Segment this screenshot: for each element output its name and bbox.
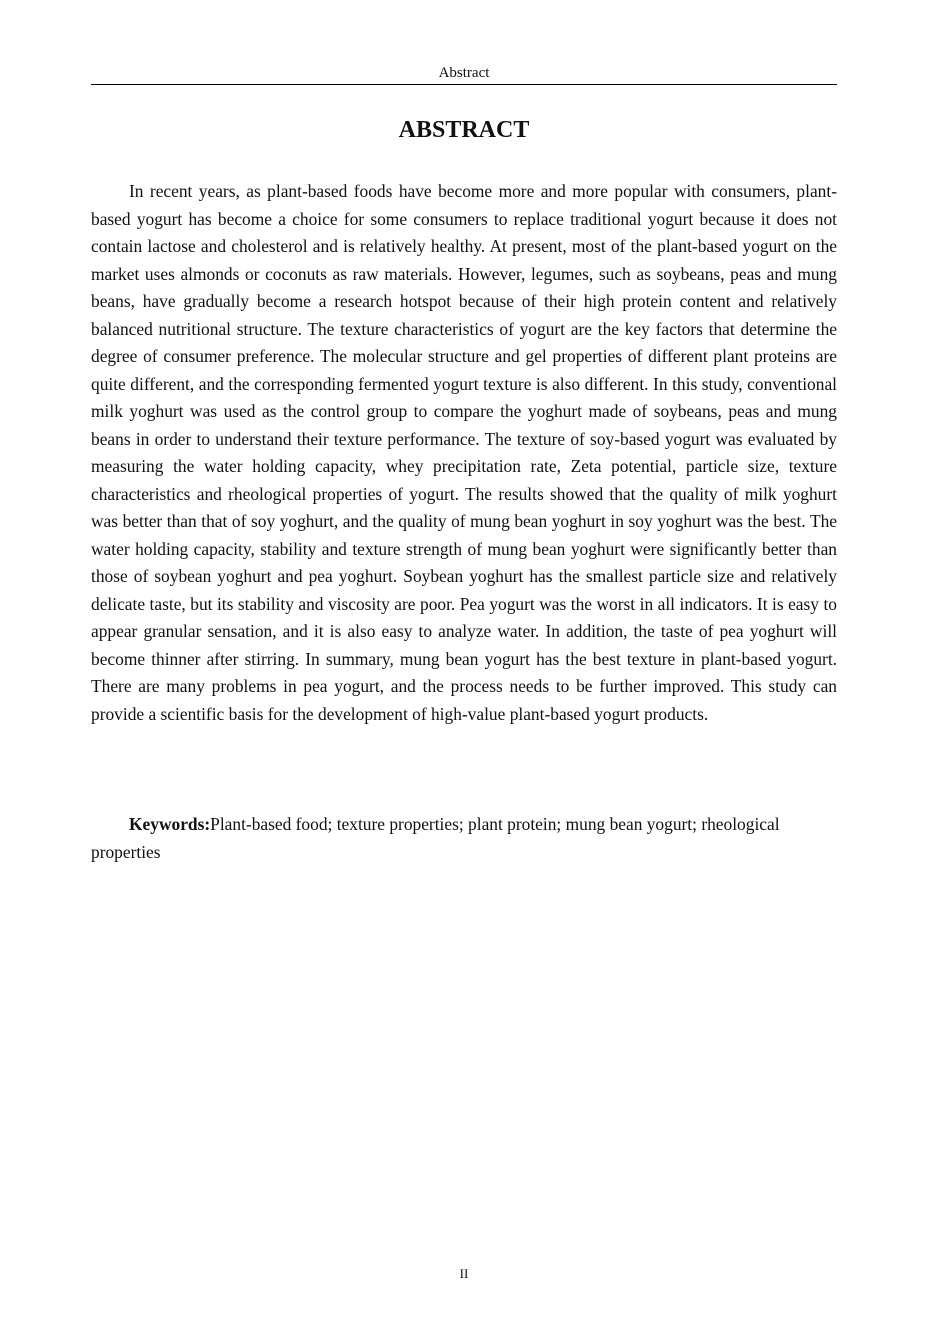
keywords-label: Keywords: [129,814,211,834]
abstract-body: In recent years, as plant-based foods have become more and more popular with consumers, plant-based yogurt has become a choice for some consumers to replace traditional yogurt because it does not contain lactose and cholesterol and is relatively healthy. At present, most of the plant-based yogurt on the market uses almonds or coconuts as raw materials. However, legumes, such as soybeans, peas and mung beans, have gradually become a research hotspot because of their high protein content and relatively balanced nutritional structure. The texture characteristics of yogurt are the key factors that determine the degree of consumer preference. The molecular structure and gel properties of different plant proteins are quite different, and the corresponding fermented yogurt texture is also different. In this study, conventional milk yoghurt was used as the control group to compare the yoghurt made of soybeans, peas and mung beans in order to understand their texture performance. The texture of soy-based yogurt was evaluated by measuring the water holding capacity, whey precipitation rate, Zeta potential, particle size, texture characteristics and rheological properties of yogurt. The results showed that the quality of milk yoghurt was better than that of soy yoghurt, and the quality of mung bean yoghurt in soy yoghurt was the best. The water holding capacity, stability and texture strength of mung bean yoghurt were significantly better than those of soybean yoghurt and pea yoghurt. Soybean yoghurt has the smallest particle size and relatively delicate taste, but its stability and viscosity are poor. Pea yogurt was the worst in all indicators. It is easy to appear granular sensation, and it is also easy to analyze water. In addition, the taste of pea yoghurt will become thinner after stirring. In summary, mung bean yogurt has the best texture in plant-based yogurt. There are many problems in pea yogurt, and the process needs to be further improved. This study can provide a scientific basis for the development of high-value plant-based yogurt products. [91,181,837,724]
keywords-text: Plant-based food; texture properties; plant protein; mung bean yogurt; rheological properties [91,814,780,862]
running-header: Abstract [438,65,490,81]
keywords-paragraph [91,811,837,866]
abstract-title: ABSTRACT [398,117,530,143]
page-number: II [459,1266,469,1281]
header-rule [91,84,837,85]
